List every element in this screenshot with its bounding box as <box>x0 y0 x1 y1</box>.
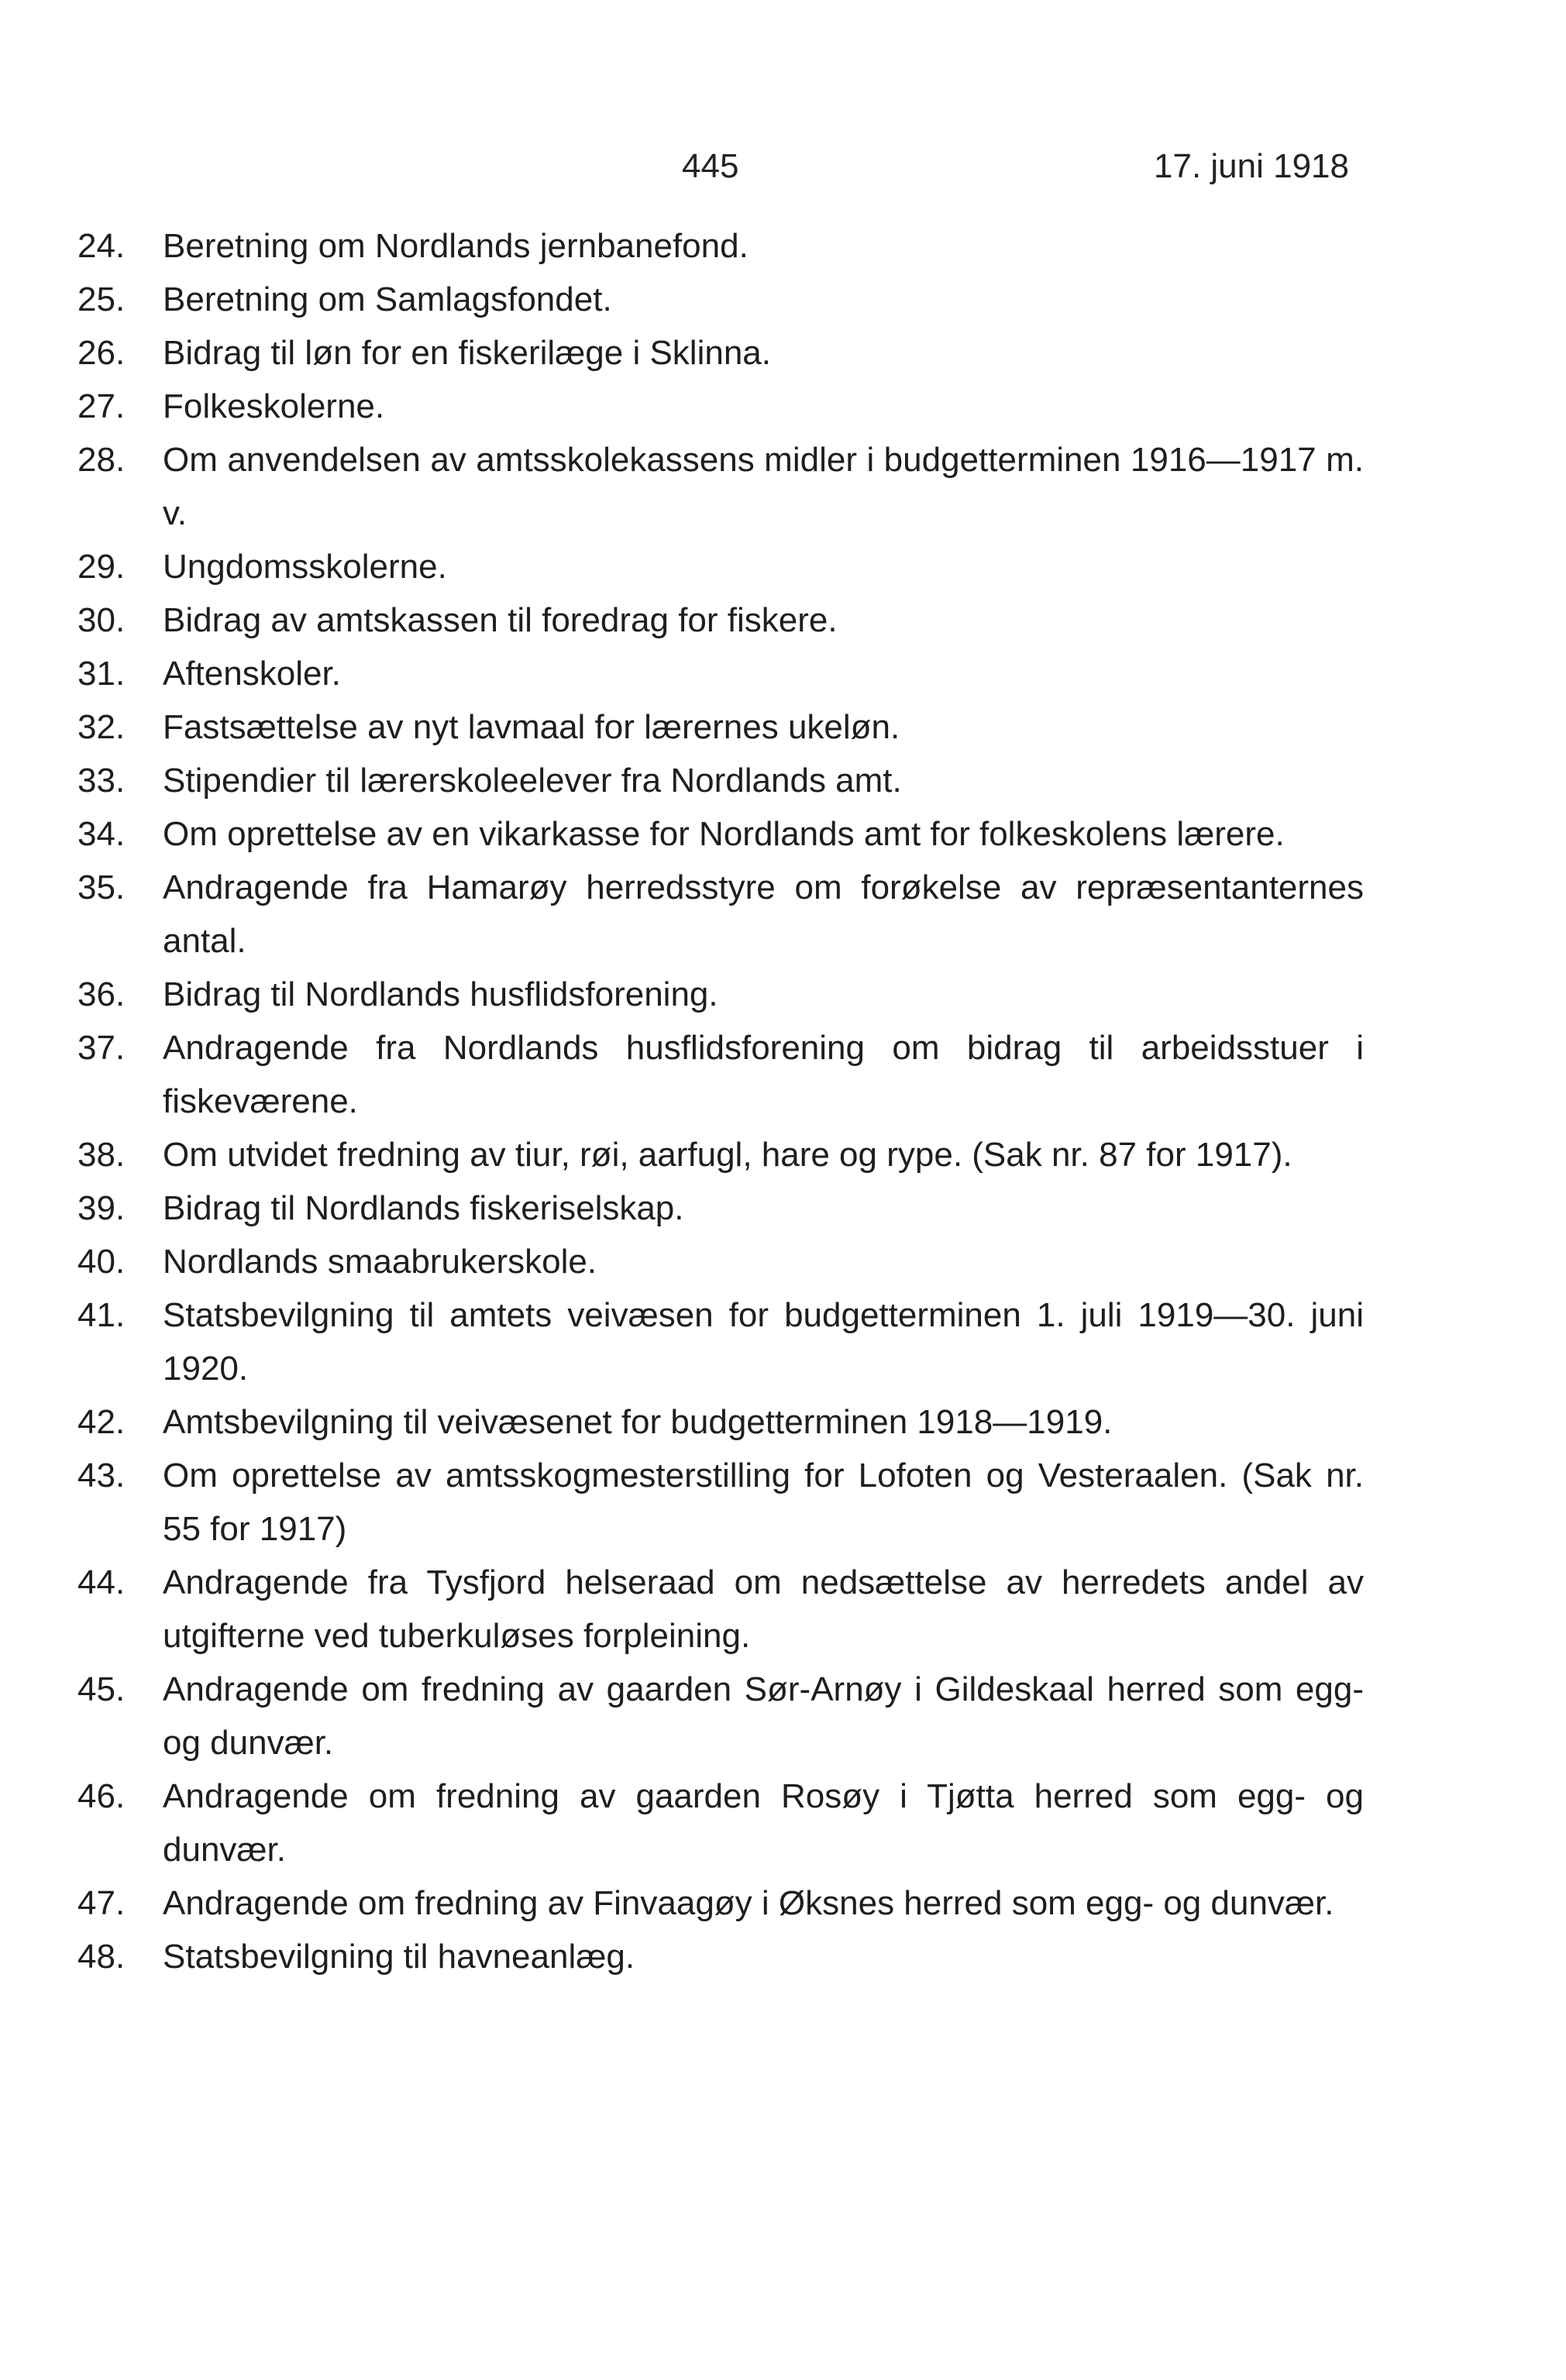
list-item <box>77 1556 1364 1663</box>
item-number: 45. <box>77 1670 126 1708</box>
page-number: 445 <box>682 147 739 185</box>
item-text: Statsbevilgning til amtets veivæsen for budgetterminen 1. juli 1919—30. juni 1920. <box>163 1296 1364 1388</box>
item-text: Andragende fra Tysfjord helseraad om nedsættelse av herredets andel av utgifterne ved tuberkuløses forpleining. <box>163 1563 1364 1655</box>
item-number: 46. <box>77 1777 126 1815</box>
item-number: 33. <box>77 762 126 800</box>
item-number: 38. <box>77 1136 126 1174</box>
item-number: 43. <box>77 1457 126 1494</box>
item-text: Om anvendelsen av amtsskolekassens midler i budgetterminen 1916—1917 m. v. <box>163 441 1364 532</box>
item-text: Bidrag til Nordlands husflidsforening. <box>163 975 718 1013</box>
item-number: 29. <box>77 548 126 586</box>
list-item <box>77 593 1364 647</box>
list-item <box>77 1181 1364 1235</box>
item-text: Aftenskoler. <box>163 655 341 693</box>
list-item <box>77 1235 1364 1288</box>
item-number: 36. <box>77 975 126 1013</box>
list-item <box>77 754 1364 807</box>
item-number: 27. <box>77 387 126 425</box>
item-number: 31. <box>77 655 126 693</box>
item-text: Nordlands smaabrukerskole. <box>163 1243 597 1281</box>
item-text: Bidrag av amtskassen til foredrag for fiskere. <box>163 601 838 639</box>
agenda-list <box>77 219 1364 1983</box>
item-text: Folkeskolerne. <box>163 387 385 425</box>
item-text: Ungdomsskolerne. <box>163 548 447 586</box>
item-number: 37. <box>77 1029 126 1067</box>
item-text: Bidrag til løn for en fiskerilæge i Sklinna. <box>163 334 771 372</box>
item-text: Beretning om Nordlands jernbanefond. <box>163 227 749 265</box>
item-number: 30. <box>77 601 126 639</box>
list-item <box>77 219 1364 273</box>
list-item <box>77 1395 1364 1449</box>
item-text: Om oprettelse av en vikarkasse for Nordlands amt for folkeskolens lærere. <box>163 815 1285 853</box>
list-item <box>77 326 1364 380</box>
item-text: Bidrag til Nordlands fiskeriselskap. <box>163 1189 684 1227</box>
list-item <box>77 700 1364 754</box>
list-item <box>77 968 1364 1021</box>
item-text: Andragende om fredning av gaarden Rosøy i Tjøtta herred som egg- og dunvær. <box>163 1777 1364 1869</box>
item-number: 26. <box>77 334 126 372</box>
item-number: 47. <box>77 1884 126 1922</box>
item-text: Beretning om Samlagsfondet. <box>163 280 612 318</box>
item-text: Andragende fra Hamarøy herredsstyre om forøkelse av repræsentanternes antal. <box>163 868 1364 960</box>
list-item <box>77 1930 1364 1983</box>
list-item <box>77 647 1364 700</box>
item-number: 40. <box>77 1243 126 1281</box>
item-text: Fastsættelse av nyt lavmaal for lærernes ukeløn. <box>163 708 900 746</box>
list-item <box>77 1876 1364 1930</box>
list-item <box>77 1663 1364 1770</box>
item-number: 32. <box>77 708 126 746</box>
item-text: Andragende fra Nordlands husflidsforening om bidrag til arbeidsstuer i fiskeværene. <box>163 1029 1364 1120</box>
page-date: 17. juni 1918 <box>1154 147 1349 185</box>
list-item <box>77 1449 1364 1556</box>
item-number: 28. <box>77 441 126 479</box>
item-number: 39. <box>77 1189 126 1227</box>
item-text: Statsbevilgning til havneanlæg. <box>163 1938 635 1976</box>
list-item <box>77 273 1364 326</box>
item-number: 35. <box>77 868 126 906</box>
list-item <box>77 380 1364 433</box>
item-text: Andragende om fredning av gaarden Sør-Arnøy i Gildeskaal herred som egg- og dunvær. <box>163 1670 1364 1762</box>
item-number: 24. <box>77 227 126 265</box>
item-number: 44. <box>77 1563 126 1601</box>
list-item <box>77 540 1364 593</box>
list-item <box>77 433 1364 540</box>
item-number: 25. <box>77 280 126 318</box>
item-number: 48. <box>77 1938 126 1976</box>
item-text: Stipendier til lærerskoleelever fra Nordlands amt. <box>163 762 902 800</box>
list-item <box>77 1021 1364 1128</box>
item-number: 34. <box>77 815 126 853</box>
item-text: Andragende om fredning av Finvaagøy i Øksnes herred som egg- og dunvær. <box>163 1884 1334 1922</box>
item-text: Om oprettelse av amtsskogmesterstilling for Lofoten og Vesteraalen. (Sak nr. 55 for 1917) <box>163 1457 1364 1548</box>
item-text: Amtsbevilgning til veivæsenet for budgetterminen 1918—1919. <box>163 1403 1113 1441</box>
list-item <box>77 807 1364 861</box>
list-item <box>77 1288 1364 1395</box>
list-item <box>77 861 1364 968</box>
page-header <box>0 147 1566 201</box>
item-text: Om utvidet fredning av tiur, røi, aarfugl, hare og rype. (Sak nr. 87 for 1917). <box>163 1136 1292 1174</box>
list-item <box>77 1128 1364 1181</box>
list-item <box>77 1770 1364 1876</box>
item-number: 42. <box>77 1403 126 1441</box>
item-number: 41. <box>77 1296 126 1334</box>
